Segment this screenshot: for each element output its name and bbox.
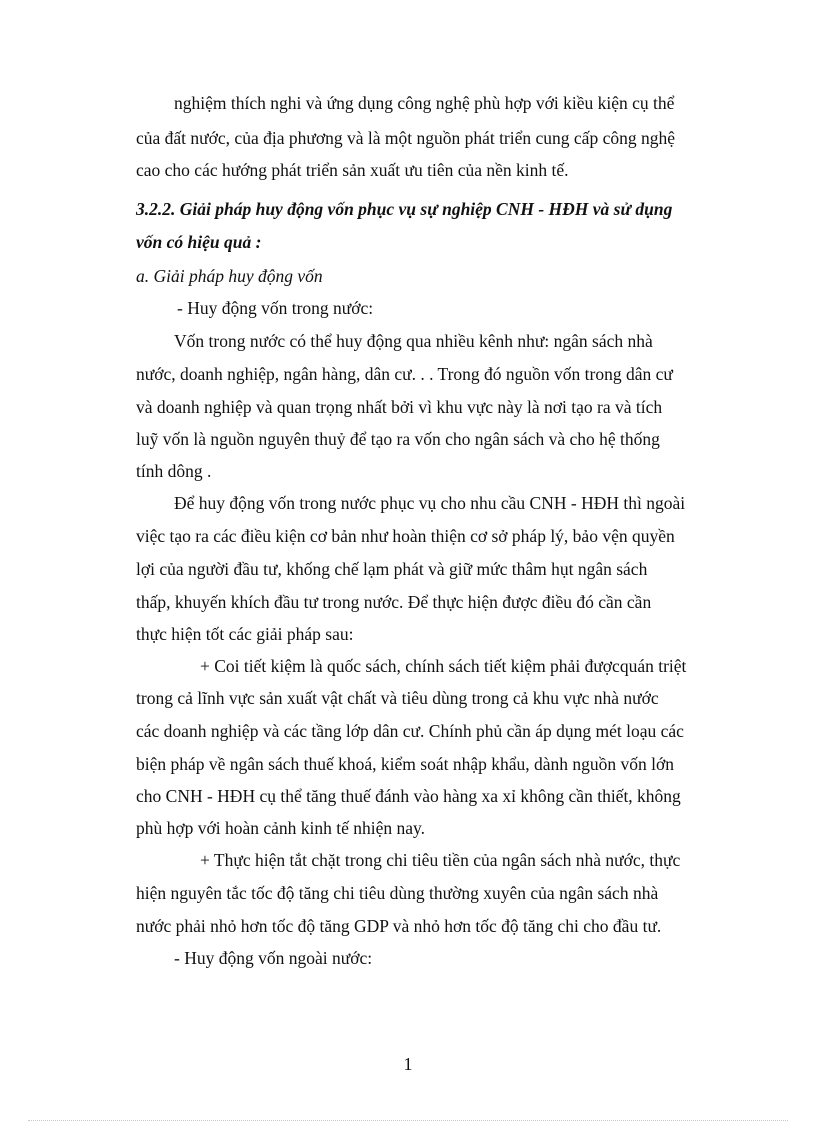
paragraph-line: Vốn trong nước có thể huy động qua nhiều kênh như: ngân sách nhà: [174, 331, 653, 351]
paragraph-line: Để huy động vốn trong nước phục vụ cho nhu cầu CNH - HĐH thì ngoài: [174, 493, 686, 513]
subsection-heading: a. Giải pháp huy động vốn: [136, 266, 323, 286]
paragraph-line: các doanh nghiệp và các tầng lớp dân cư. Chính phủ cần áp dụng mét loạu các: [136, 721, 684, 741]
paragraph-line: nước phải nhỏ hơn tốc độ tăng GDP và nhỏ hơn tốc độ tăng chi cho đầu tư.: [136, 916, 662, 936]
paragraph-line: nước, doanh nghiệp, ngân hàng, dân cư. . . Trong đó nguồn vốn trong dân cư: [136, 364, 673, 384]
paragraph-line: cho CNH - HĐH cụ thể tăng thuế đánh vào hàng xa xỉ không cần thiết, không: [136, 786, 681, 806]
section-heading: vốn có hiệu quả :: [136, 232, 262, 252]
paragraph-line: thực hiện tốt các giải pháp sau:: [136, 624, 354, 644]
paragraph-line: trong cả lĩnh vực sản xuất vật chất và tiêu dùng trong cả khu vực nhà nước: [136, 688, 659, 708]
list-item-heading: - Huy động vốn ngoài nước:: [174, 948, 373, 968]
paragraph-line: luỹ vốn là nguồn nguyên thuỷ để tạo ra vốn cho ngân sách và cho hệ thống: [136, 429, 660, 449]
paragraph-line: lợi của người đầu tư, khống chế lạm phát và giữ mức thâm hụt ngân sách: [136, 559, 648, 579]
bullet-line: + Thực hiện tắt chặt trong chi tiêu tiền của ngân sách nhà nước, thực: [200, 850, 681, 870]
paragraph-line: và doanh nghiệp và quan trọng nhất bởi vì khu vực này là nơi tạo ra và tích: [136, 397, 663, 417]
paragraph-line: của đất nước, của địa phương và là một nguồn phát triển cung cấp công nghệ: [136, 128, 675, 148]
page-number: 1: [403, 1054, 413, 1074]
paragraph-line: nghiệm thích nghi và ứng dụng công nghệ phù hợp với kiều kiện cụ thể: [174, 93, 675, 113]
paragraph-line: hiện nguyên tắc tốc độ tăng chi tiêu dùng thường xuyên của ngân sách nhà: [136, 883, 659, 903]
bullet-line: + Coi tiết kiệm là quốc sách, chính sách tiết kiệm phải đượcquán triệt: [200, 656, 687, 676]
paragraph-line: cao cho các hướng phát triển sản xuất ưu tiên của nền kinh tế.: [136, 160, 569, 180]
section-heading: 3.2.2. Giải pháp huy động vốn phục vụ sự nghiệp CNH - HĐH và sử dụng: [136, 199, 673, 219]
paragraph-line: việc tạo ra các điều kiện cơ bản như hoàn thiện cơ sở pháp lý, bảo vện quyền: [136, 526, 675, 546]
paragraph-line: biện pháp về ngân sách thuế khoá, kiểm soát nhập khẩu, dành nguồn vốn lớn: [136, 754, 675, 774]
page-border: [28, 1120, 788, 1121]
paragraph-line: phù hợp với hoàn cảnh kinh tế nhiện nay.: [136, 818, 426, 838]
list-item-heading: - Huy động vốn trong nước:: [177, 298, 374, 318]
paragraph-line: tính dông .: [136, 461, 212, 481]
paragraph-line: thấp, khuyến khích đầu tư trong nước. Để thực hiện được điều đó cần cần: [136, 592, 652, 612]
